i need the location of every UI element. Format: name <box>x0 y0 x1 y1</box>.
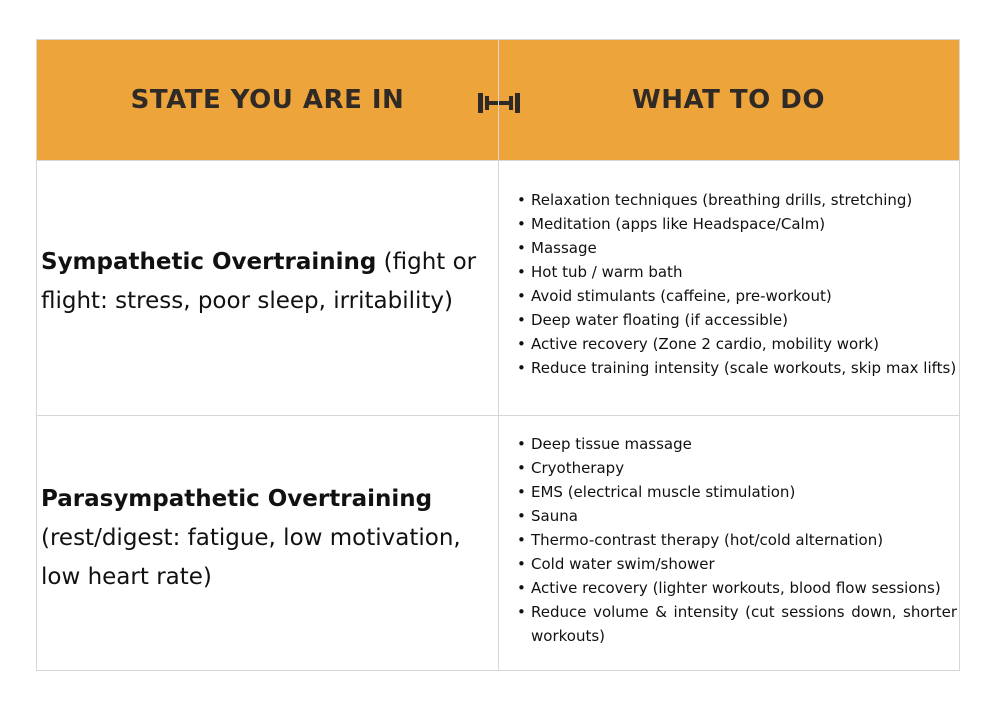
list-item: • Cryotherapy <box>503 456 959 480</box>
state-cell-parasympathetic <box>41 480 489 597</box>
header-divider <box>37 160 959 161</box>
list-item: • Cold water swim/shower <box>503 552 959 576</box>
action-list-parasympathetic <box>503 432 959 648</box>
list-item: • EMS (electrical muscle stimulation) <box>503 480 959 504</box>
list-item: • Active recovery (Zone 2 cardio, mobility work) <box>503 332 959 356</box>
list-item: • Hot tub / warm bath <box>503 260 959 284</box>
column-divider <box>498 40 499 670</box>
list-item: • Meditation (apps like Headspace/Calm) <box>503 212 959 236</box>
list-item: • Avoid stimulants (caffeine, pre-workout) <box>503 284 959 308</box>
list-item: • Thermo-contrast therapy (hot/cold alternation) <box>503 528 959 552</box>
list-item: • Reduce training intensity (scale workouts, skip max lifts) <box>503 356 959 380</box>
list-item: • Active recovery (lighter workouts, blood flow sessions) <box>503 576 959 600</box>
state-title: Parasympathetic Overtraining <box>41 486 433 512</box>
row-divider <box>37 415 959 416</box>
action-list-sympathetic <box>503 188 959 380</box>
list-item: • Reduce volume & intensity (cut sessions down, shorter workouts) <box>503 600 959 648</box>
dumbbell-icon <box>476 90 522 116</box>
list-item: • Deep tissue massage <box>503 432 959 456</box>
list-item: • Relaxation techniques (breathing drills, stretching) <box>503 188 959 212</box>
state-cell-sympathetic <box>41 243 489 321</box>
list-item: • Sauna <box>503 504 959 528</box>
header-todo: WHAT TO DO <box>632 85 825 115</box>
state-detail: (rest/digest: fatigue, low motivation, low heart rate) <box>41 525 461 590</box>
state-title: Sympathetic Overtraining <box>41 249 377 275</box>
list-item: • Massage <box>503 236 959 260</box>
list-item: • Deep water floating (if accessible) <box>503 308 959 332</box>
state-detail: (fight or flight: stress, poor sleep, irritability) <box>41 249 477 314</box>
overtraining-table <box>36 39 960 671</box>
header-state: STATE YOU ARE IN <box>130 85 405 115</box>
